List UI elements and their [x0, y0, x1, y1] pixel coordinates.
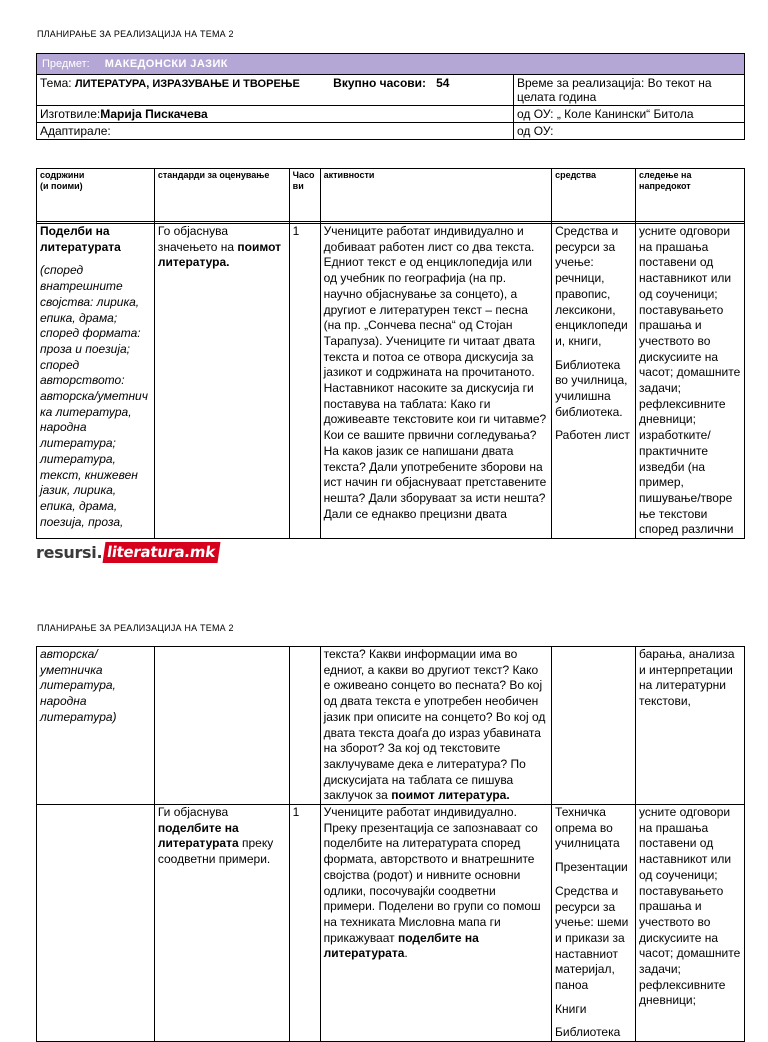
subject-value: МАКЕДОНСКИ ЈАЗИК [104, 58, 228, 70]
content-cell [37, 224, 155, 539]
activity-term: поимот литература. [391, 788, 510, 803]
logo-text-2: literatura.mk [103, 542, 221, 563]
table-row [37, 647, 745, 805]
col-hours-header: Часо ви [289, 169, 320, 222]
standard-term: поимот литература. [157, 239, 281, 270]
content-title: Поделби на литературата [40, 224, 121, 254]
standard-text-end: преку соодветни примери. [157, 836, 274, 867]
info-table [36, 53, 745, 140]
col-content-sub: (и поими) [40, 181, 83, 191]
standards-cell [154, 647, 289, 805]
logo-text-1: resursi. [36, 542, 103, 562]
topic-label: Тема: [40, 76, 75, 90]
col-content-title: содржини [40, 170, 85, 180]
col-activities-header: активности [320, 169, 551, 222]
hours-cell: 1 [289, 224, 320, 539]
author-label: Изготвиле: [40, 107, 101, 121]
subject-label: Предмет: [42, 58, 90, 70]
means-item: Техничка опрема во училницата [555, 805, 620, 851]
means-item: Средства и ресурси за учење: шеми и прикази за наставниот материјал, паноа [555, 883, 629, 993]
topic-value: ЛИТЕРАТУРА, ИЗРАЗУВАЊЕ И ТВОРЕЊЕ [74, 78, 300, 90]
content-notes: (според внатрешните својства: лирика, епика, драма; според формата: проза и поезија; според авторството: авторска/уметнич ка литература, народна литература; литература, текст, книжевен јазик, лирика, епика, драма, поезија, проза, [40, 263, 148, 529]
means-item: Библиотека во училница, училишна библиотека. [555, 357, 628, 419]
means-cell [552, 647, 636, 805]
hours-label: Вкупно часови: [333, 76, 427, 90]
activities-cell: Учениците работат индивидуално и добиваат работен лист со два текста. Едниот текст е од енциклопедија или од учебник по географија (на пр. научно објаснување за сонцето), а другиот е литературен текст – песна (на пр. „Сончева песна“ од Стојан Тарапуза). Учениците ги читаат двата текста и потоа се отвора дискусија за јазикот и содржината на прочитаното. Наставникот насоките за дискусија ги поставува на таблата: Како ги доживеавте текстовите кои ги читавме? Кои се вашите првични согледувања? На каков јазик се напишани двата текста? Дали употребените зборови на ист начин ги објаснуваат претставените нешта? Дали зборуваат за исти нешта? Дали се еднакво прецизни двата [320, 224, 551, 539]
adapted-cell: Адаптирале: [37, 123, 514, 140]
col-means-header: средства [552, 169, 636, 222]
progress-cell: усните одговори на прашања поставени од наставникот или од соученици; поставувањето прашања и учеството во дискусиите на часот; домашните задачи; рефлексивните дневници; изработките/ практичните изведби (на пример, пишување/творе ње текстови според различни [636, 224, 745, 539]
topic-cell [37, 75, 514, 106]
activity-term: поделбите на литературата [323, 930, 479, 961]
plan-table-1 [36, 168, 745, 539]
progress-cell: барања, анализа и интерпретации на литературни текстови, [636, 647, 745, 805]
time-cell: Време за реализација: Во текот на целата година [514, 75, 745, 106]
author-value: Марија Пискачева [100, 107, 208, 121]
activities-cell [320, 805, 551, 1042]
table-row [37, 805, 745, 1042]
page-header-1: ПЛАНИРАЊЕ ЗА РЕАЛИЗАЦИЈА НА ТЕМА 2 [37, 29, 234, 39]
activity-text: Учениците работат индивидуално. Преку презентација се запознаваат со поделбите на литературата според формата, авторството и внатрешните својства (родот) и нивните основни одлики, посочувајќи соодветни примери. Поделени во групи со помош на техниката Мисловна мапа ги прикажуваат [323, 805, 541, 945]
column-header-row [37, 169, 745, 222]
hours-cell [289, 647, 320, 805]
hours-cell: 1 [289, 805, 320, 1042]
school-cell: од ОУ: „ Коле Канински“ Битола [514, 106, 745, 123]
means-item: Презентации [555, 860, 628, 875]
hours-value: 54 [436, 76, 450, 90]
standard-text: Го објаснува значењето на [157, 224, 238, 254]
resursi-logo [36, 540, 219, 564]
means-cell [552, 224, 636, 539]
subject-row [37, 54, 745, 75]
school2-cell: од ОУ: [514, 123, 745, 140]
col-standards-header: стандарди за оценување [154, 169, 289, 222]
means-cell [552, 805, 636, 1042]
means-item: Библиотека [555, 1025, 621, 1040]
plan-table-2 [36, 646, 745, 1042]
col-progress-header: следење на напредокот [636, 169, 745, 222]
progress-cell: усните одговори на прашања поставени од наставникот или од соученици; поставувањето прашања и учеството во дискусиите на часот; домашните задачи; рефлексивните дневници; [636, 805, 745, 1042]
page-header-2: ПЛАНИРАЊЕ ЗА РЕАЛИЗАЦИЈА НА ТЕМА 2 [37, 623, 234, 633]
standards-cell [154, 805, 289, 1042]
standard-text: Ги објаснува [157, 805, 229, 820]
table-row [37, 224, 745, 539]
means-item: Работен лист [555, 428, 630, 443]
content-cell: авторска/ уметничка литература, народна литература) [37, 647, 155, 805]
standards-cell [154, 224, 289, 539]
col-content-header [37, 169, 155, 222]
content-cell [37, 805, 155, 1042]
activity-text: текста? Какви информации има во едниот, а какви во другиот текст? Како е оживеано сонцето во песната? Во кој од двата текста е употребен необичен јазик при описите на сонцето? Во кој од двата текста доаѓа до израз убавината на зборот? За кој од текстовите заклучуваме дека е литература? По дискусијата на таблата се пишува заклучок за [323, 647, 546, 803]
means-item: Средства и ресурси за учење: речници, правопис, лексикони, енциклопеди и, книги, [555, 224, 628, 348]
activity-text-end: . [404, 946, 408, 961]
activities-cell [320, 647, 551, 805]
means-item: Книги [555, 1001, 587, 1016]
author-cell [37, 106, 514, 123]
standard-term: поделбите на литературата [157, 820, 239, 851]
